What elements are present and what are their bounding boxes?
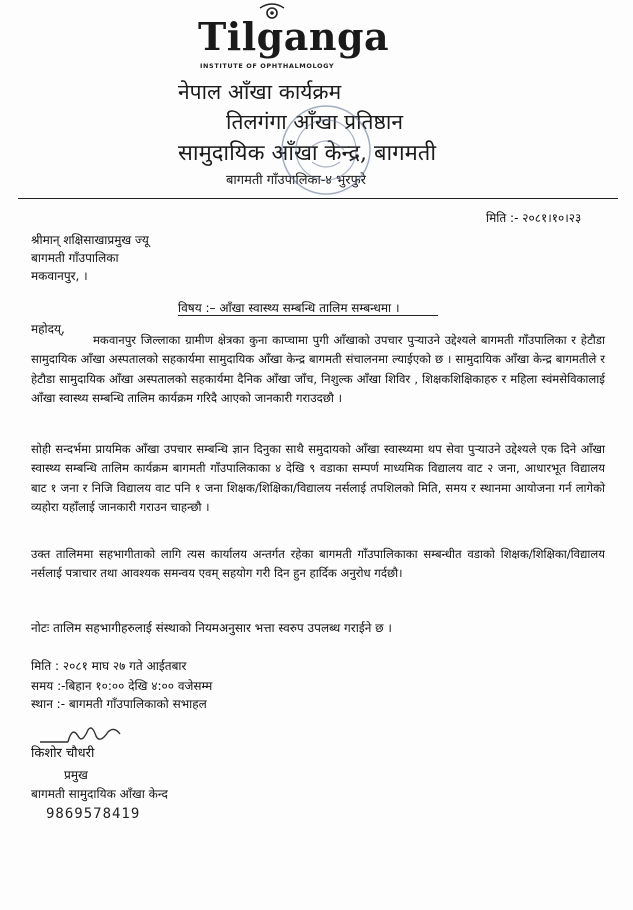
signatory-phone: 9869578419 <box>46 806 141 822</box>
addressee-block <box>31 231 331 285</box>
body-paragraph-1: मकवानपुर जिल्लाका ग्रामीण क्षेत्रका कुना काप्चामा पुगी आँखाको उपचार पुऱ्याउने उद्देश्यले बागमती गाँउपालिका र हेटौडा सामुदायिक आँखा अस्पतालको सहकार्यमा सामुदायिक आँखा केन्द्र बागमती संचालनमा ल्याईएको छ । सामुदायिक आँखा केन्द्र बागमतीले र हेटौडा सामुदायिक आँखा अस्पतालको सहकार्यमा दैनिक आँखा जाँच, निशुल्क आँखा शिविर , शिक्षकशिक्षिकाहरु र महिला स्वंमसेविकालाई आँखा स्वास्थ्य सम्बन्धि तालिम कार्यक्रम गरिदै आएको जानकारी गराउदछौ । <box>31 333 605 406</box>
seal-stamp <box>278 102 374 198</box>
header-divider <box>18 198 618 199</box>
schedule-date: मिति : २०८१ माघ २७ गते आईतबार <box>31 659 187 673</box>
subject-line: विषय :– आँखा स्वास्थ्य सम्बन्धि तालिम सम्बन्धमा । <box>178 301 400 315</box>
subject-underline <box>178 315 438 316</box>
schedule-time: समय :-बिहान १०:०० देखि ४:०० वजेसम्म <box>31 679 213 693</box>
logo-name: Tilganga <box>198 14 390 59</box>
letter-date: मिति :- २०८१।१०।२३ <box>486 211 582 225</box>
salutation: महोदय्, <box>31 322 65 336</box>
letterhead-line3: सामुदायिक आँखा केन्द्र, बागमती <box>178 141 437 166</box>
addressee-line: बागमती गाँउपालिका <box>31 251 119 265</box>
signatory-org: बागमती सामुदायिक आँखा केन्द <box>31 787 168 801</box>
signatory-name: किशोर चौधरी <box>31 746 95 761</box>
note-line: नोटः तालिम सहभागीहरुलाई संस्थाको नियमअनुसार भत्ता स्वरुप उपलब्ध गराईने छ । <box>31 621 392 635</box>
letterhead-line1: नेपाल आँखा कार्यक्रम <box>178 80 342 104</box>
signatory-title: प्रमुख <box>64 768 88 782</box>
addressee-line: श्रीमान् शक्षिसाखाप्रमुख ज्यू <box>31 233 149 247</box>
addressee-line: मकवानपुर, । <box>31 269 88 283</box>
logo-tagline: INSTITUTE OF OPHTHALMOLOGY <box>200 62 335 70</box>
letterhead-line4: बागमती गाँउपालिका-४ भुरफुरे <box>226 173 366 188</box>
schedule-place: स्थान :- बागमती गाँउपालिकाको सभाहल <box>31 697 207 711</box>
letterhead-line2: तिलगंगा आँखा प्रतिष्ठान <box>226 110 403 134</box>
body-paragraph-2: सोही सन्दर्भमा प्रायमिक आँखा उपचार सम्बन्धि ज्ञान दिनुका साथै समुदायको आँखा स्वास्थ्यमा थप सेवा पुऱ्याउने उद्देश्यले एक दिने आँखा स्वास्थ्य सम्बन्धि तालिम कार्यक्रम बागमती गाँउपालिकाका ४ देखि ९ वडाका सम्पर्ण माध्यमिक विद्यालय वाट २ जना, आधारभूत विद्यालय बाट १ जना र निजि विद्यालय वाट पनि १ जना शिक्षक/शिक्षिका/विद्यालय नर्सलाई तपशिलको मिति, समय र स्थानमा आयोजना गर्न लागेको व्यहोरा यहाँलाई जानकारी गराउन चाहन्छौ । <box>31 442 605 515</box>
body-paragraph-3: उक्त तालिममा सहभागीताको लागि त्यस कार्यालय अन्तर्गत रहेका बागमती गाँउपालिकाका सम्बन्धीत वडाको शिक्षक/शिक्षिका/विद्यालय नर्सलाई पत्राचार तथा आवश्यक समन्वय एवम् सहयोग गरी दिन हुन हार्दिक अनुरोध गर्दछौ। <box>31 547 605 581</box>
